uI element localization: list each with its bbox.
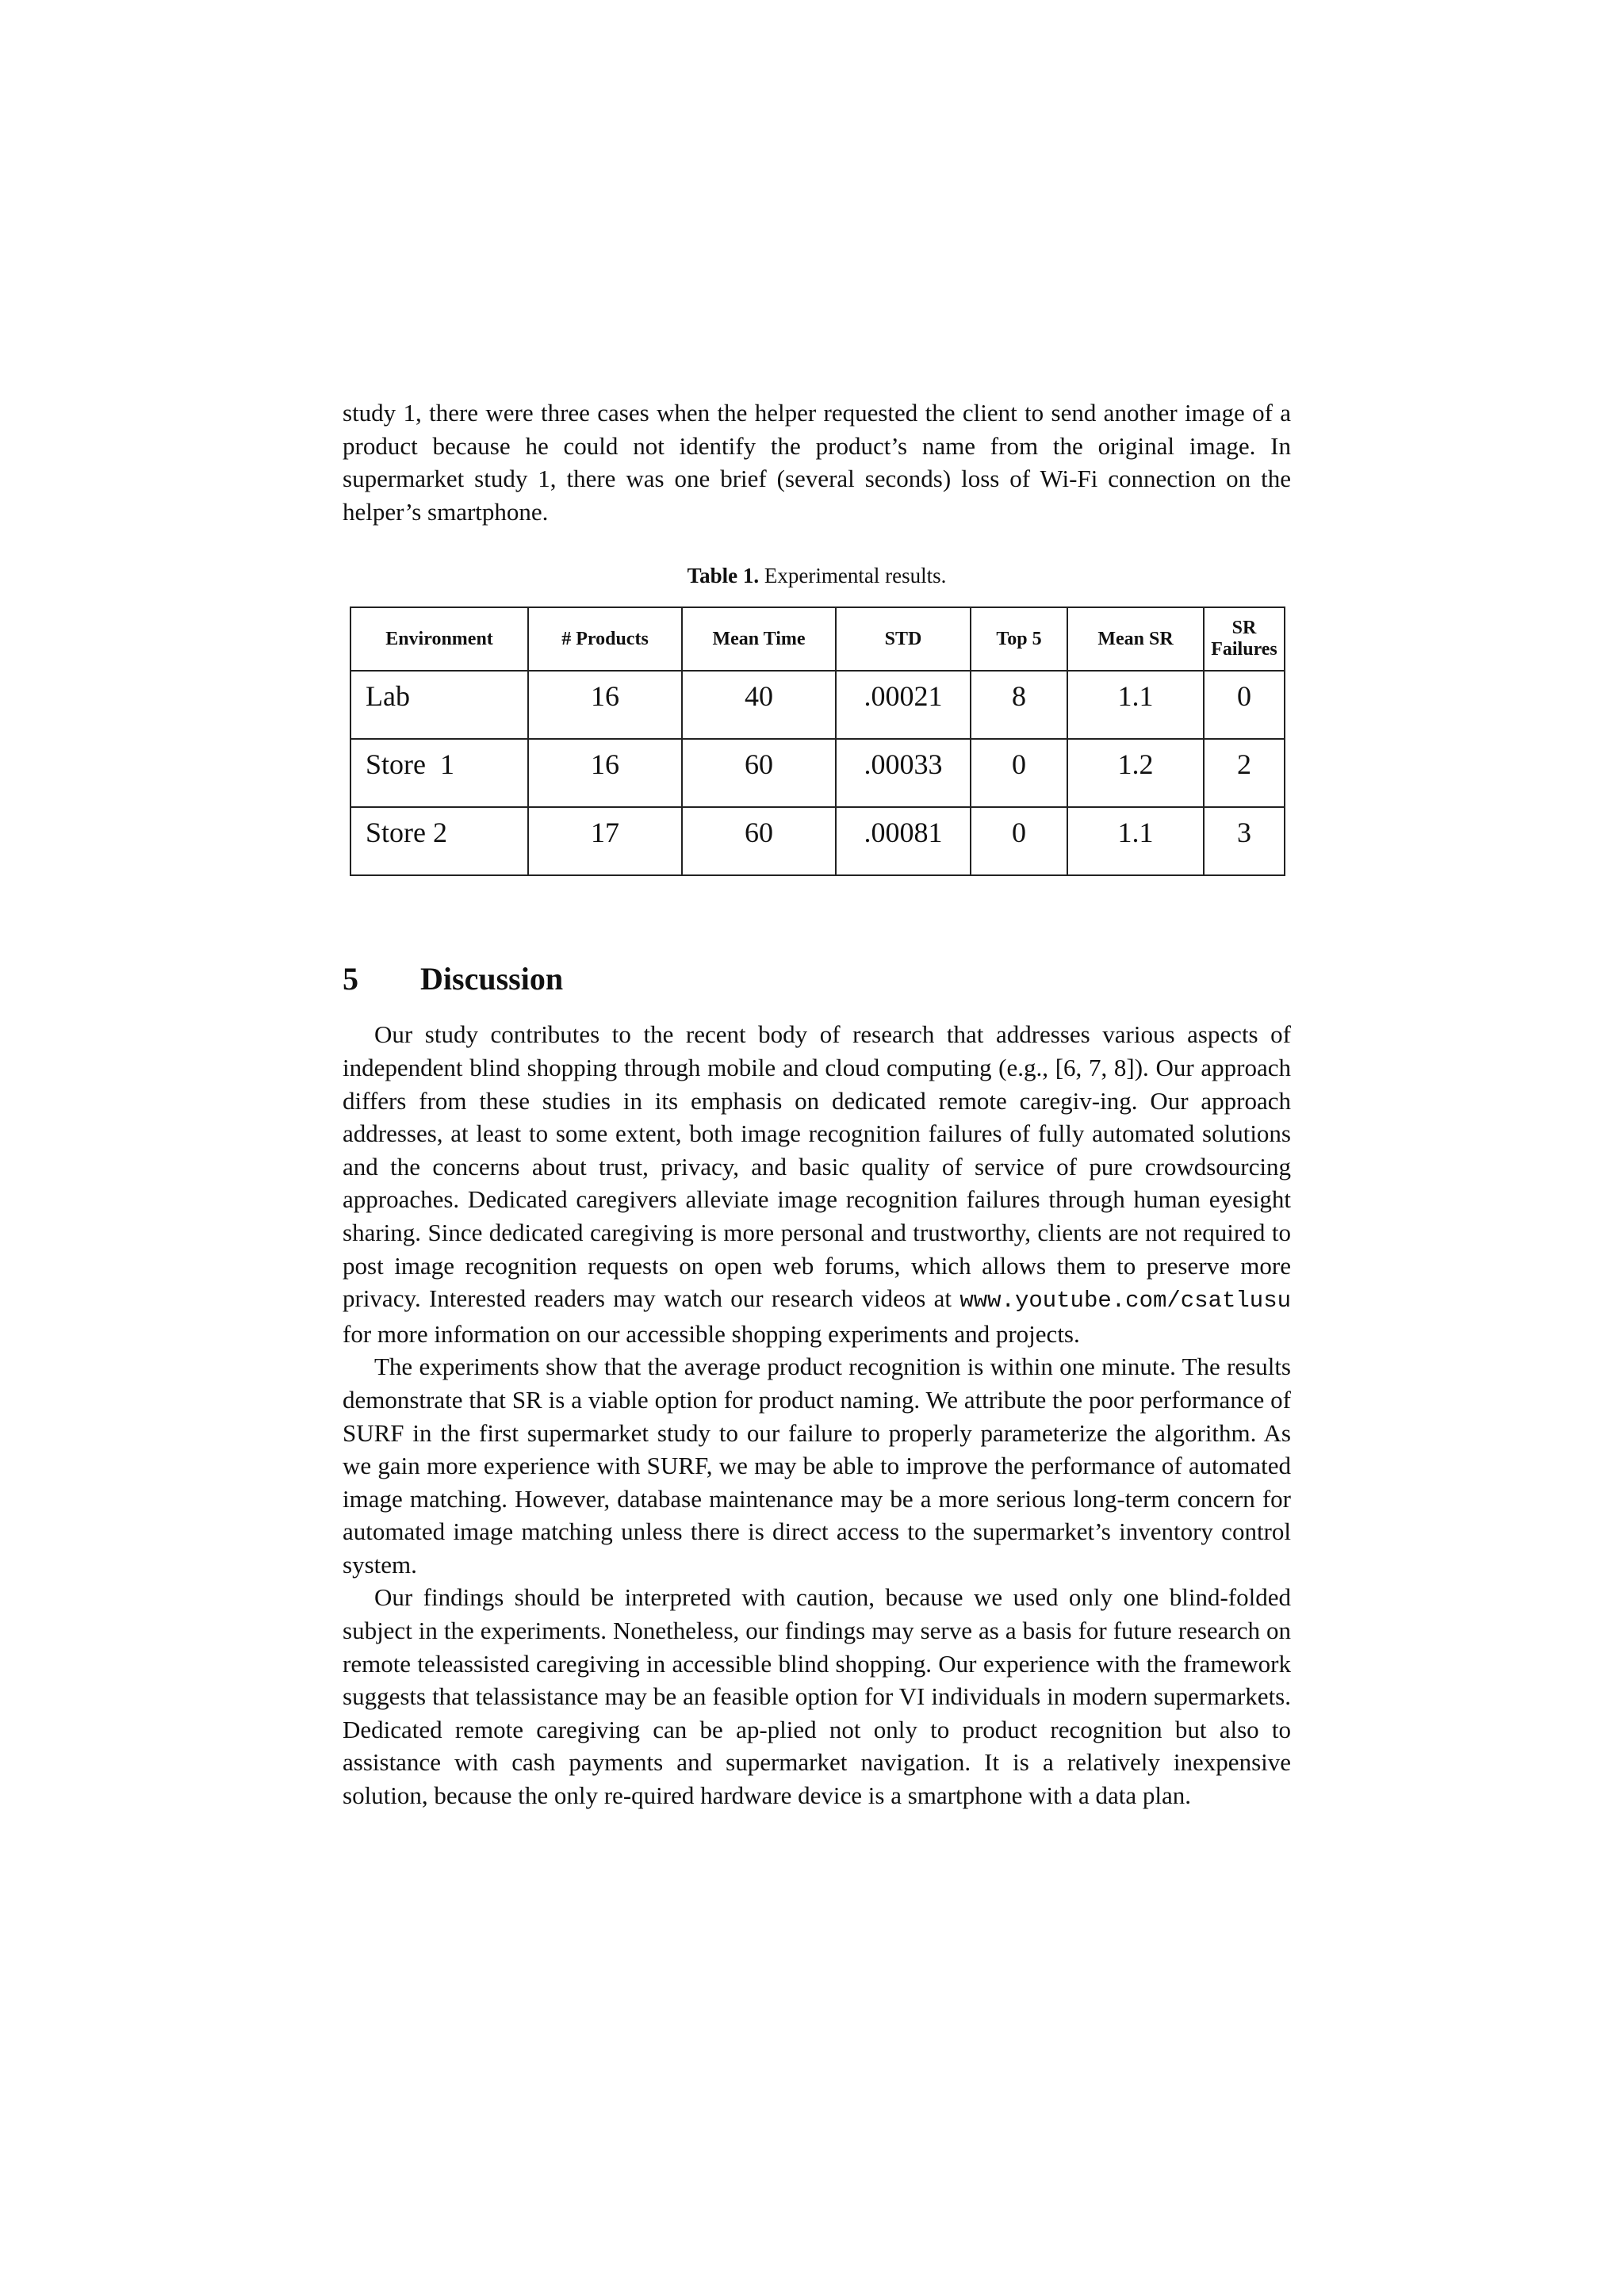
table-row: [350, 671, 1285, 739]
header-mean-time: Mean Time: [682, 607, 836, 671]
cell-std: .00081: [836, 807, 971, 875]
cell-mean-sr: 1.1: [1067, 807, 1204, 875]
discussion-paragraph-2: The experiments show that the average product recognition is within one minute. The results demonstrate that SR is a viable option for product naming. We attribute the poor performance of SURF in the first supermarket study to our failure to properly parameterize the algorithm. As we gain more experience with SURF, we may be able to improve the performance of automated image matching. However, database maintenance may be a more serious long-term concern for automated image matching unless there is direct access to the supermarket’s inventory control system.: [343, 1353, 1291, 1578]
table-caption-label: Table 1.: [687, 564, 760, 588]
section-number: 5: [343, 961, 358, 997]
table-row: [350, 739, 1285, 807]
results-table: [350, 607, 1285, 876]
discussion-paragraph-1: [343, 1018, 1291, 1350]
cell-mean-time: 60: [682, 739, 836, 807]
cell-sr-failures: 2: [1204, 739, 1285, 807]
cell-top5: 0: [971, 739, 1067, 807]
paper-page: [343, 396, 1291, 1812]
cell-std: .00021: [836, 671, 971, 739]
table-caption: [343, 562, 1291, 589]
cell-mean-sr: 1.2: [1067, 739, 1204, 807]
cell-mean-sr: 1.1: [1067, 671, 1204, 739]
cell-products: 17: [528, 807, 682, 875]
cell-environment: Store 1: [350, 739, 528, 807]
cell-top5: 8: [971, 671, 1067, 739]
cell-sr-failures: 3: [1204, 807, 1285, 875]
cell-std: .00033: [836, 739, 971, 807]
table-caption-text: Experimental results.: [759, 564, 947, 588]
header-products: # Products: [528, 607, 682, 671]
cell-environment: Store 2: [350, 807, 528, 875]
table-row: [350, 807, 1285, 875]
header-std: STD: [836, 607, 971, 671]
table-header-row: [350, 607, 1285, 671]
cell-environment: Lab: [350, 671, 528, 739]
header-top5: Top 5: [971, 607, 1067, 671]
discussion-paragraph-3: Our findings should be interpreted with caution, because we used only one blind-folded subject in the experiments. Nonetheless, our findings may serve as a basis for future research on remote teleassisted caregiving in accessible blind shopping. Our experience with the framework suggests that telassistance may be an feasible option for VI individuals in modern supermarkets. Dedicated remote caregiving can be ap-plied not only to product recognition but also to assistance with cash payments and supermarket navigation. It is a relatively inexpensive solution, because the only re-quired hardware device is a smartphone with a data plan.: [343, 1583, 1291, 1810]
cell-mean-time: 60: [682, 807, 836, 875]
section-heading: [343, 960, 1291, 997]
header-mean-sr: Mean SR: [1067, 607, 1204, 671]
cell-products: 16: [528, 739, 682, 807]
section-title: Discussion: [420, 961, 564, 997]
intro-paragraph: study 1, there were three cases when the helper requested the client to send another image of a product because he could not identify the product’s name from the original image. In supermarket study 1, there was one brief (several seconds) loss of Wi-Fi connection on the helper’s smartphone.: [343, 399, 1291, 526]
header-sr-failures: SR Failures: [1204, 607, 1285, 671]
cell-products: 16: [528, 671, 682, 739]
paragraph-text: for more information on our accessible shopping experiments and projects.: [343, 1319, 1080, 1348]
cell-mean-time: 40: [682, 671, 836, 739]
paragraph-text: Our study contributes to the recent body of research that addresses various aspects of independent blind shopping through mobile and cloud computing (e.g., [6, 7, 8]). Our approach differs from these studies in its emphasis on dedicated remote caregiv-ing. Our approach addresses, at least to some extent, both image recognition failures of fully automated solutions and the concerns about trust, privacy, and basic quality of service of pure crowdsourcing approaches. Dedicated caregivers alleviate image recognition failures through human eyesight sharing. Since dedicated caregiving is more personal and trustworthy, clients are not required to post image recognition requests on open web forums, which allows them to preserve more privacy. Interested readers may watch our research videos at: [343, 1020, 1291, 1313]
cell-sr-failures: 0: [1204, 671, 1285, 739]
video-link[interactable]: www.youtube.com/csatlusu: [959, 1288, 1291, 1314]
cell-top5: 0: [971, 807, 1067, 875]
header-environment: Environment: [350, 607, 528, 671]
